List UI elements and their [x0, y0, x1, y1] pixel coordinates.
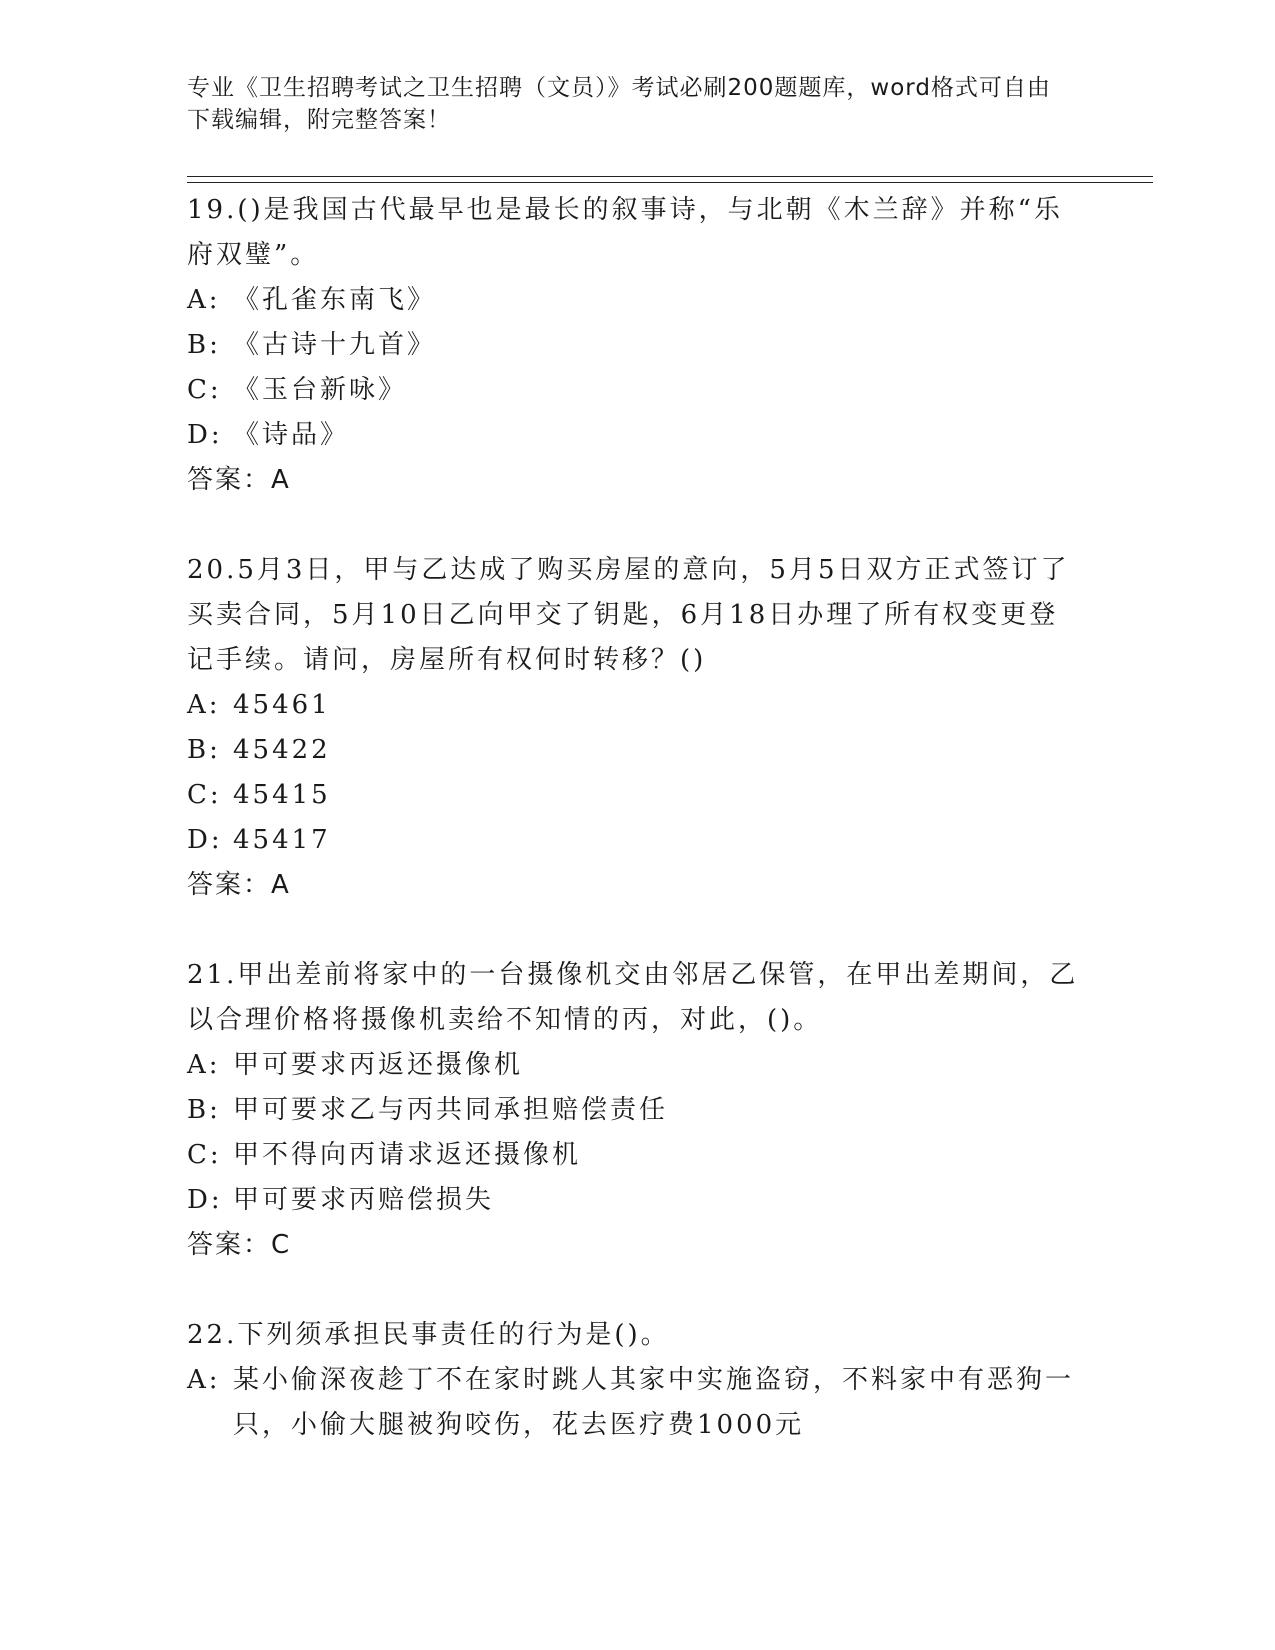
question-spacer: [187, 908, 1087, 953]
option-text: 某小偷深夜趁丁不在家时跳人其家中实施盗窃，不料家中有恶狗一只，小偷大腿被狗咬伤，花去医疗费1000元: [233, 1365, 1075, 1440]
option-text: 45422: [233, 735, 331, 765]
answer-line: 答案：C: [187, 1230, 292, 1260]
question-stem: 19.()是我国古代最早也是最长的叙事诗，与北朝《木兰辞》并称“乐府双璧”。: [187, 195, 1063, 270]
option-text: 45461: [233, 690, 331, 720]
option-a: [187, 1043, 1087, 1088]
question-spacer: [187, 503, 1087, 548]
option-letter: C:: [187, 375, 222, 405]
question-spacer: [187, 1268, 1087, 1313]
option-b: [187, 728, 1087, 773]
option-c: [187, 773, 1087, 818]
option-letter: B:: [187, 330, 221, 360]
question-stem: 21.甲出差前将家中的一台摄像机交由邻居乙保管，在甲出差期间，乙以合理价格将摄像机卖给不知情的丙，对此，()。: [187, 960, 1079, 1035]
option-letter: A:: [187, 1365, 221, 1395]
header-divider-top: [187, 176, 1153, 177]
question-22: [187, 1313, 1087, 1448]
option-text: 45415: [233, 780, 331, 810]
option-letter: C:: [187, 1140, 222, 1170]
option-text: 甲可要求丙赔偿损失: [233, 1185, 495, 1215]
option-text: 《孔雀东南飞》: [233, 285, 437, 315]
option-d: [187, 818, 1087, 863]
option-a: [187, 278, 1087, 323]
option-letter: D:: [187, 825, 223, 855]
header-text: 专业《卫生招聘考试之卫生招聘（文员）》考试必刷200题题库，word格式可自由下载编辑，附完整答案！: [187, 75, 1051, 133]
option-text: 甲可要求乙与丙共同承担赔偿责任: [233, 1095, 669, 1125]
option-text: 甲不得向丙请求返还摄像机: [233, 1140, 582, 1170]
option-letter: D:: [187, 1185, 223, 1215]
option-d: [187, 1178, 1087, 1223]
option-c: [187, 368, 1087, 413]
option-a: [187, 683, 1087, 728]
option-letter: B:: [187, 1095, 221, 1125]
question-19: [187, 188, 1087, 503]
question-stem: 20.5月3日，甲与乙达成了购买房屋的意向，5月5日双方正式签订了买卖合同，5月10日乙向甲交了钥匙，6月18日办理了所有权变更登记手续。请问，房屋所有权何时转移？(): [187, 555, 1070, 675]
option-letter: A:: [187, 285, 221, 315]
option-c: [187, 1133, 1087, 1178]
option-letter: A:: [187, 1050, 221, 1080]
question-21: [187, 953, 1087, 1268]
option-text: 《诗品》: [233, 420, 350, 450]
answer-line: 答案：A: [187, 870, 291, 900]
option-text: 45417: [233, 825, 331, 855]
option-letter: D:: [187, 420, 223, 450]
option-letter: B:: [187, 735, 221, 765]
option-a: [187, 1358, 1087, 1448]
option-letter: C:: [187, 780, 222, 810]
question-list: [187, 188, 1087, 1448]
header-divider-bottom: [187, 182, 1153, 183]
option-text: 《玉台新咏》: [233, 375, 408, 405]
option-d: [187, 413, 1087, 458]
question-20: [187, 548, 1087, 908]
option-text: 甲可要求丙返还摄像机: [233, 1050, 524, 1080]
answer-line: 答案：A: [187, 465, 291, 495]
option-b: [187, 323, 1087, 368]
question-stem: 22.下列须承担民事责任的行为是()。: [187, 1320, 670, 1350]
option-text: 《古诗十九首》: [233, 330, 437, 360]
option-b: [187, 1088, 1087, 1133]
option-letter: A:: [187, 690, 221, 720]
document-header: [187, 72, 1067, 136]
